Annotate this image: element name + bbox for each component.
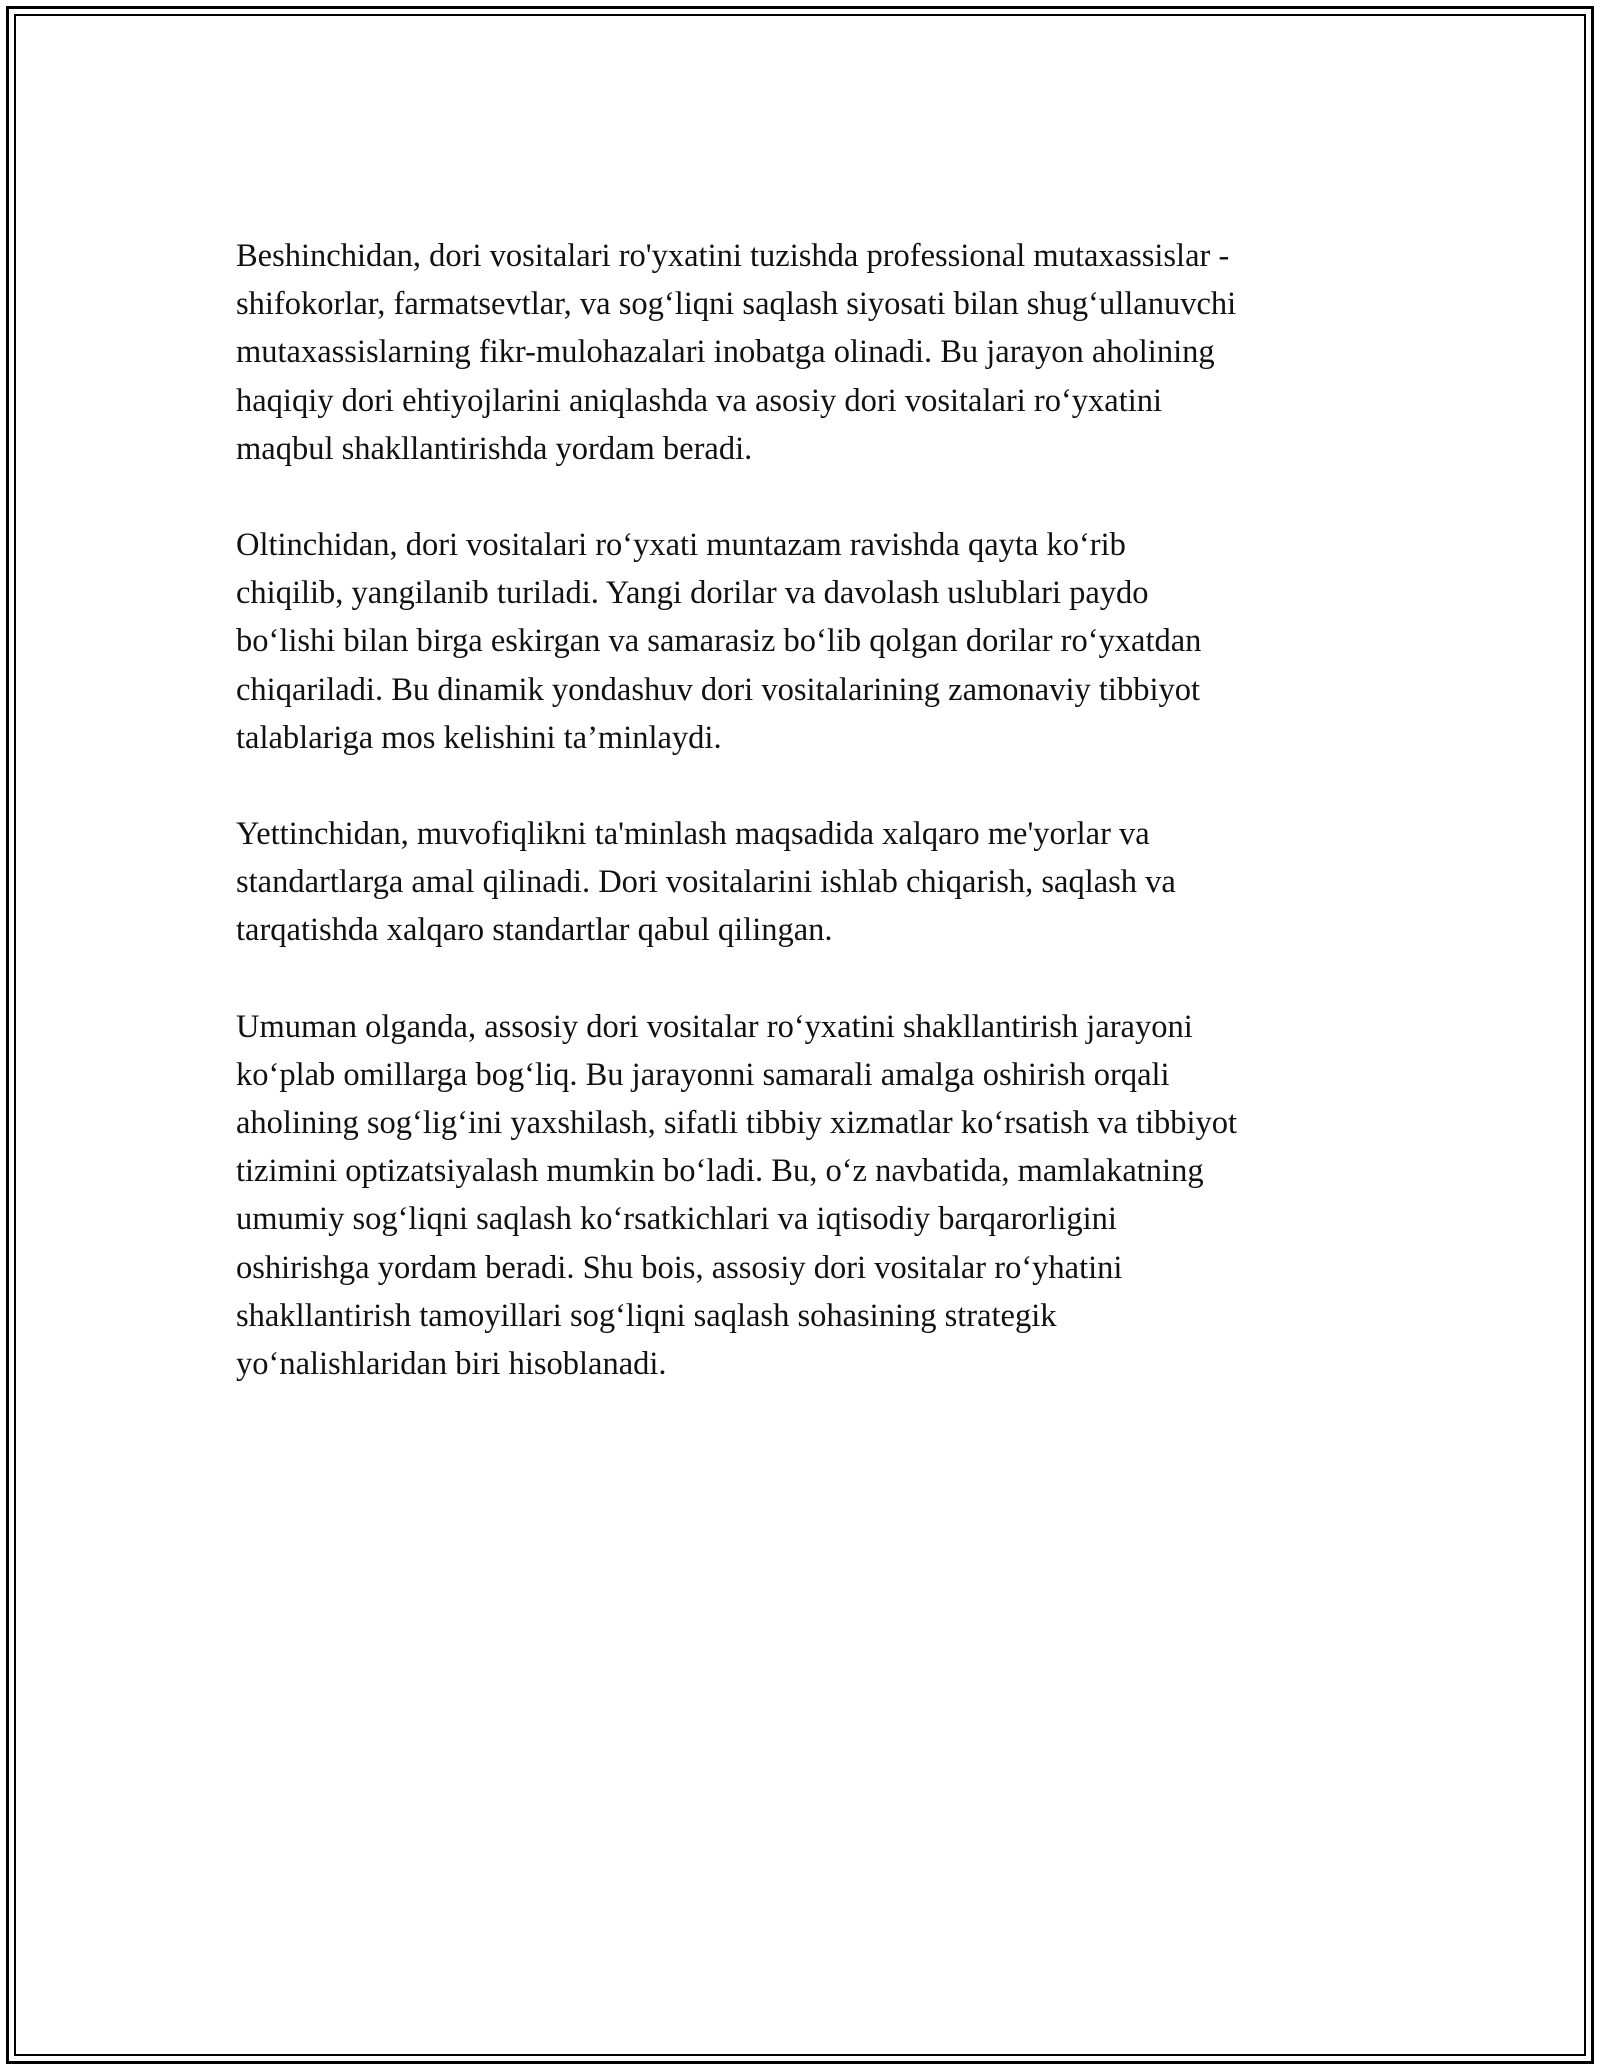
paragraph-umuman-olganda: Umuman olganda, assosiy dori vositalar ro‘yxatini shakllantirish jarayoni ko‘plab omillarga bog‘liq. Bu jarayonni samarali amalga oshirish orqali aholining sog‘lig‘ini yaxshilash, sifatli tibbiy xizmatlar ko‘rsatish va tibbiyot tizimini optizatsiyalash mumkin bo‘ladi. Bu, o‘z navbatida, mamlakatning umumiy sog‘liqni saqlash ko‘rsatkichlari va iqtisodiy barqarorligini oshirishga yordam beradi. Shu bois, assosiy dori vositalar ro‘yhatini shakllantirish tamoyillari sog‘liqni saqlash sohasining strategik yo‘nalishlaridan biri hisoblanadi. (236, 1008, 1238, 1383)
paragraph-beshinchidan: Beshinchidan, dori vositalari ro'yxatini tuzishda professional mutaxassislar - shifokorlar, farmatsevtlar, va sog‘liqni saqlash siyosati bilan shug‘ullanuvchi mutaxassislarning fikr-mulohazalari inobatga olinadi. Bu jarayon aholining haqiqiy dori ehtiyojlarini aniqlashda va asosiy dori vositalari ro‘yxatini maqbul shakllantirishda yordam beradi. (236, 238, 1237, 467)
document-body (236, 232, 1376, 1436)
paragraph-yettinchidan: Yettinchidan, muvofiqlikni ta'minlash maqsadida xalqaro me'yorlar va standartlarga amal qilinadi. Dori vositalarini ishlab chiqarish, saqlash va tarqatishda xalqaro standartlar qabul qilingan. (236, 816, 1176, 949)
paragraph-oltinchidan: Oltinchidan, dori vositalari ro‘yxati muntazam ravishda qayta ko‘rib chiqilib, yangilanib turiladi. Yangi dorilar va davolash uslublari paydo bo‘lishi bilan birga eskirgan va samarasiz bo‘lib qolgan dorilar ro‘yxatdan chiqariladi. Bu dinamik yondashuv dori vositalarining zamonaviy tibbiyot talablariga mos kelishini ta’minlaydi. (236, 527, 1202, 756)
